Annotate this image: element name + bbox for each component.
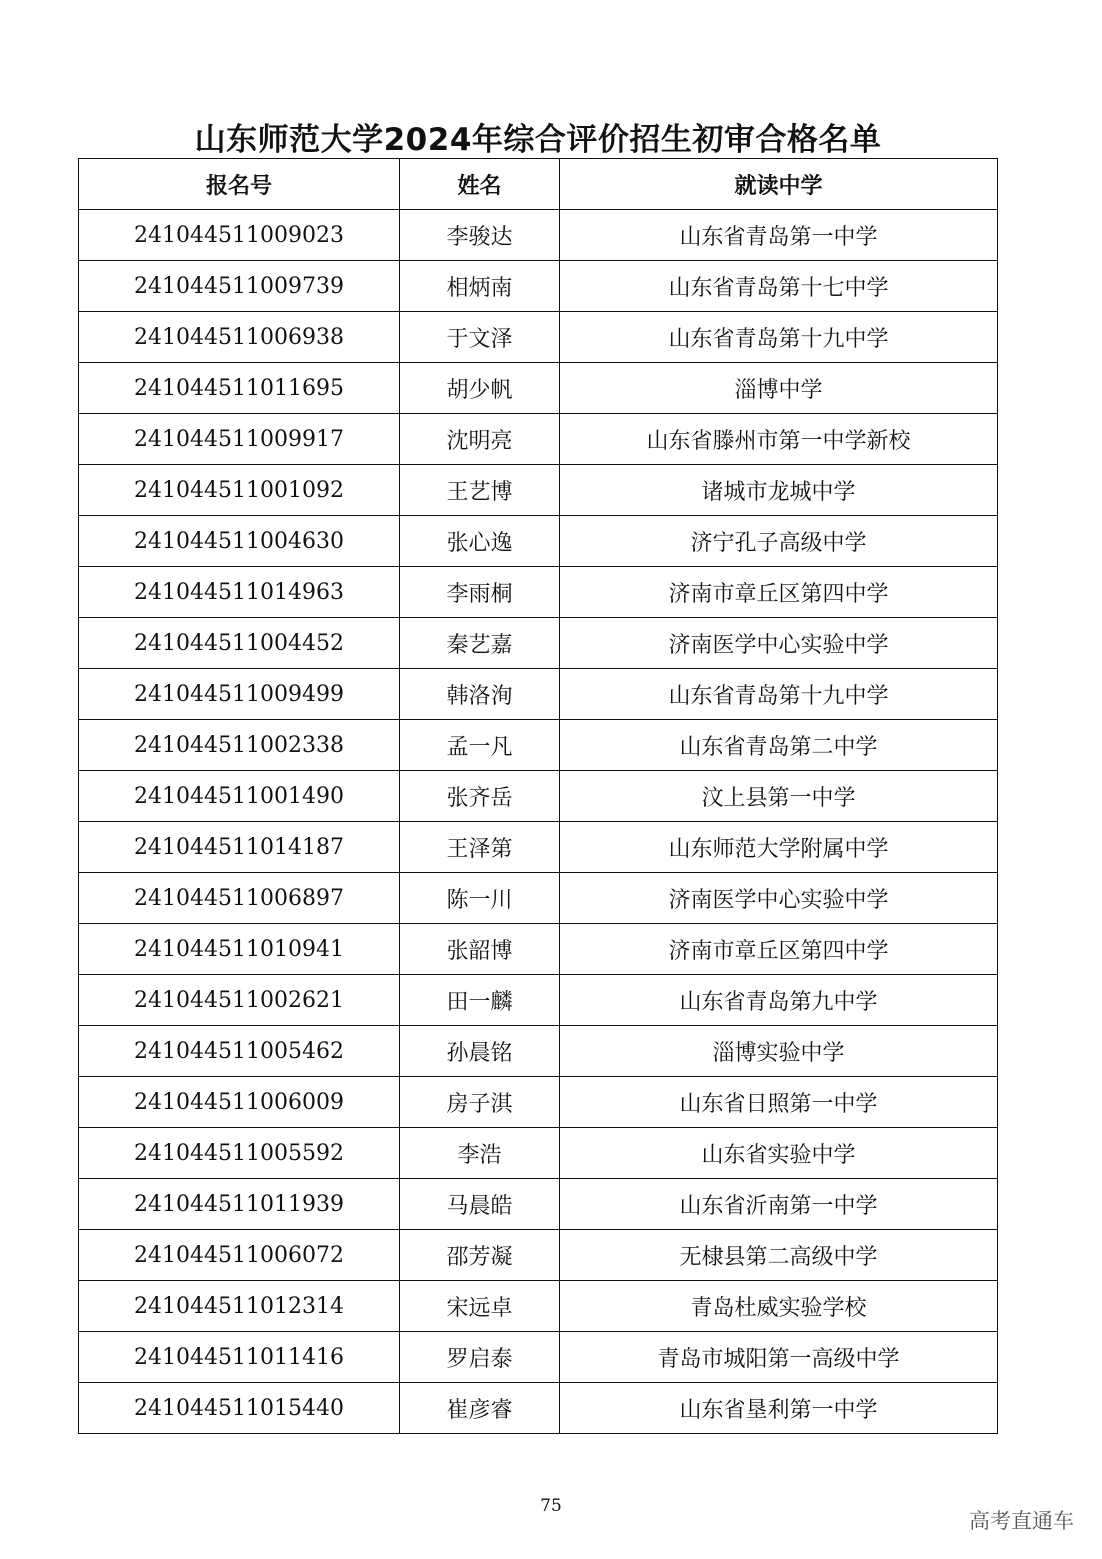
cell-registration-number: 241044511005462: [79, 1026, 400, 1077]
table-row: [79, 1077, 998, 1128]
cell-school: 山东师范大学附属中学: [560, 822, 998, 873]
cell-school: 青岛杜威实验学校: [560, 1281, 998, 1332]
table-row: [79, 210, 998, 261]
cell-registration-number: 241044511006072: [79, 1230, 400, 1281]
cell-registration-number: 241044511004630: [79, 516, 400, 567]
cell-school: 诸城市龙城中学: [560, 465, 998, 516]
cell-school: 山东省青岛第九中学: [560, 975, 998, 1026]
table-row: [79, 363, 998, 414]
table-row: [79, 567, 998, 618]
cell-student-name: 马晨皓: [400, 1179, 560, 1230]
cell-registration-number: 241044511012314: [79, 1281, 400, 1332]
table-row: [79, 669, 998, 720]
cell-registration-number: 241044511014187: [79, 822, 400, 873]
table-row: [79, 465, 998, 516]
cell-registration-number: 241044511011695: [79, 363, 400, 414]
cell-student-name: 李骏达: [400, 210, 560, 261]
column-header-name: 姓名: [400, 159, 560, 210]
cell-student-name: 胡少帆: [400, 363, 560, 414]
cell-student-name: 罗启泰: [400, 1332, 560, 1383]
table-row: [79, 822, 998, 873]
table-row: [79, 1026, 998, 1077]
cell-school: 济南市章丘区第四中学: [560, 567, 998, 618]
cell-student-name: 邵芳凝: [400, 1230, 560, 1281]
cell-school: 山东省日照第一中学: [560, 1077, 998, 1128]
cell-school: 山东省青岛第一中学: [560, 210, 998, 261]
cell-school: 济南医学中心实验中学: [560, 873, 998, 924]
cell-school: 济南市章丘区第四中学: [560, 924, 998, 975]
column-header-registration-number: 报名号: [79, 159, 400, 210]
table-row: [79, 414, 998, 465]
table-row: [79, 720, 998, 771]
cell-school: 济宁孔子高级中学: [560, 516, 998, 567]
table-row: [79, 1179, 998, 1230]
cell-registration-number: 241044511009739: [79, 261, 400, 312]
table-row: [79, 873, 998, 924]
table-row: [79, 975, 998, 1026]
cell-school: 青岛市城阳第一高级中学: [560, 1332, 998, 1383]
cell-registration-number: 241044511006009: [79, 1077, 400, 1128]
column-header-school: 就读中学: [560, 159, 998, 210]
cell-student-name: 孟一凡: [400, 720, 560, 771]
cell-registration-number: 241044511009499: [79, 669, 400, 720]
cell-student-name: 张心逸: [400, 516, 560, 567]
cell-registration-number: 241044511010941: [79, 924, 400, 975]
cell-student-name: 王艺博: [400, 465, 560, 516]
cell-school: 济南医学中心实验中学: [560, 618, 998, 669]
cell-student-name: 秦艺嘉: [400, 618, 560, 669]
cell-school: 汶上县第一中学: [560, 771, 998, 822]
cell-student-name: 张齐岳: [400, 771, 560, 822]
cell-student-name: 李浩: [400, 1128, 560, 1179]
cell-student-name: 田一麟: [400, 975, 560, 1026]
table-row: [79, 1332, 998, 1383]
table-header-row: [79, 159, 998, 210]
cell-school: 山东省青岛第十九中学: [560, 669, 998, 720]
watermark-text: 高考直通车: [969, 1509, 1074, 1533]
table-row: [79, 1383, 998, 1434]
cell-school: 山东省青岛第十七中学: [560, 261, 998, 312]
cell-student-name: 张韶博: [400, 924, 560, 975]
page-number: 75: [540, 1496, 562, 1516]
cell-registration-number: 241044511004452: [79, 618, 400, 669]
cell-registration-number: 241044511001092: [79, 465, 400, 516]
cell-registration-number: 241044511006897: [79, 873, 400, 924]
table-row: [79, 771, 998, 822]
cell-student-name: 韩洛洵: [400, 669, 560, 720]
table-row: [79, 261, 998, 312]
cell-registration-number: 241044511005592: [79, 1128, 400, 1179]
cell-school: 淄博实验中学: [560, 1026, 998, 1077]
cell-registration-number: 241044511009917: [79, 414, 400, 465]
table-row: [79, 618, 998, 669]
cell-student-name: 崔彦睿: [400, 1383, 560, 1434]
cell-student-name: 房子淇: [400, 1077, 560, 1128]
cell-registration-number: 241044511002621: [79, 975, 400, 1026]
document-title: 山东师范大学2024年综合评价招生初审合格名单: [194, 122, 882, 158]
cell-student-name: 陈一川: [400, 873, 560, 924]
cell-student-name: 李雨桐: [400, 567, 560, 618]
cell-student-name: 宋远卓: [400, 1281, 560, 1332]
cell-registration-number: 241044511014963: [79, 567, 400, 618]
cell-school: 山东省实验中学: [560, 1128, 998, 1179]
cell-registration-number: 241044511011939: [79, 1179, 400, 1230]
admission-list-table: [78, 158, 998, 1434]
cell-school: 山东省青岛第二中学: [560, 720, 998, 771]
cell-school: 淄博中学: [560, 363, 998, 414]
table-row: [79, 516, 998, 567]
table-row: [79, 1281, 998, 1332]
cell-school: 山东省垦利第一中学: [560, 1383, 998, 1434]
cell-student-name: 相炳南: [400, 261, 560, 312]
cell-student-name: 王泽第: [400, 822, 560, 873]
cell-registration-number: 241044511001490: [79, 771, 400, 822]
table-row: [79, 312, 998, 363]
table-row: [79, 924, 998, 975]
table-row: [79, 1128, 998, 1179]
cell-registration-number: 241044511009023: [79, 210, 400, 261]
cell-registration-number: 241044511002338: [79, 720, 400, 771]
cell-school: 无棣县第二高级中学: [560, 1230, 998, 1281]
cell-student-name: 于文泽: [400, 312, 560, 363]
cell-school: 山东省滕州市第一中学新校: [560, 414, 998, 465]
table-body: [79, 210, 998, 1434]
cell-registration-number: 241044511011416: [79, 1332, 400, 1383]
cell-registration-number: 241044511006938: [79, 312, 400, 363]
cell-student-name: 孙晨铭: [400, 1026, 560, 1077]
cell-school: 山东省青岛第十九中学: [560, 312, 998, 363]
cell-registration-number: 241044511015440: [79, 1383, 400, 1434]
cell-student-name: 沈明亮: [400, 414, 560, 465]
table-row: [79, 1230, 998, 1281]
cell-school: 山东省沂南第一中学: [560, 1179, 998, 1230]
